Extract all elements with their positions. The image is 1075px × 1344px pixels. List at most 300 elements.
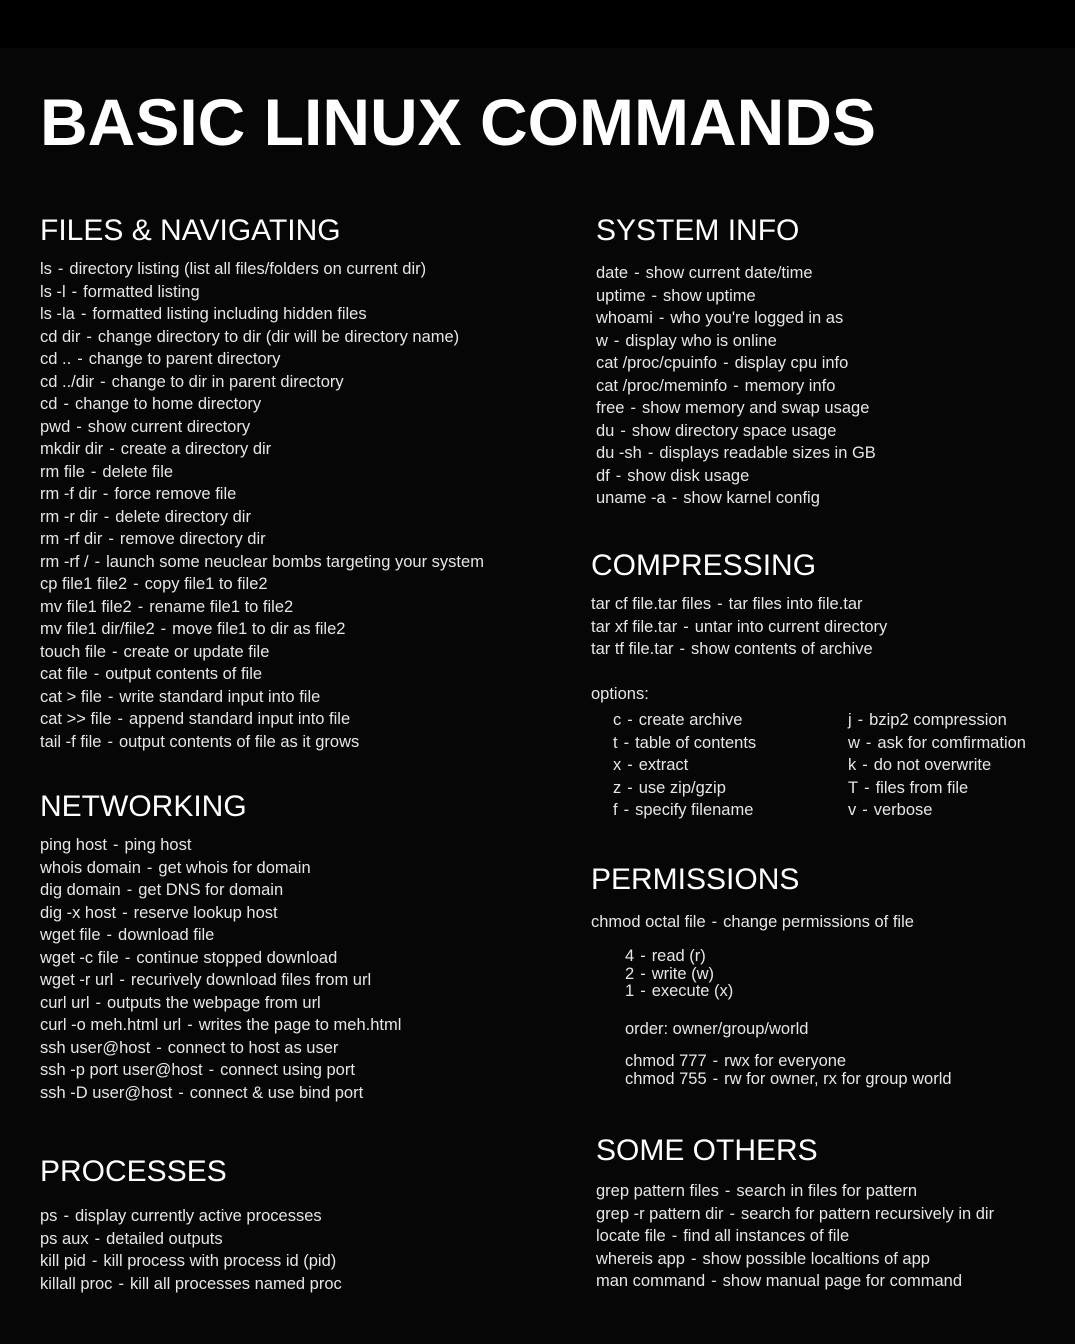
- option-description: extract: [638, 756, 689, 774]
- command-line: [40, 281, 484, 304]
- command-description: connect using port: [220, 1061, 355, 1079]
- command-line: [40, 258, 484, 281]
- separator: -: [107, 732, 113, 751]
- separator: -: [623, 733, 630, 752]
- command-description: search for pattern recursively in dir: [740, 1204, 995, 1223]
- command-description: change to dir in parent directory: [111, 372, 344, 391]
- command-name: touch file: [40, 642, 107, 661]
- command-name: whereis app: [596, 1249, 685, 1268]
- option-item: [613, 799, 756, 822]
- permission-bits: [625, 948, 733, 1001]
- command-description: launch some neuclear bombs targeting your system: [106, 552, 484, 571]
- command-name: ping host: [40, 836, 107, 854]
- command-line: [40, 461, 484, 484]
- compressing-list: [591, 593, 887, 661]
- command-line: [40, 1273, 342, 1296]
- command-line: [596, 262, 876, 285]
- separator: -: [857, 711, 864, 729]
- command-line: [40, 438, 484, 461]
- command-description: display currently active processes: [74, 1207, 322, 1225]
- command-name: 1: [625, 982, 635, 1000]
- command-line: [40, 551, 484, 574]
- command-line: [625, 1071, 952, 1089]
- separator: -: [178, 1083, 184, 1102]
- command-name: free: [596, 399, 625, 417]
- command-line: [596, 1225, 994, 1248]
- command-line: [596, 420, 876, 443]
- separator: -: [208, 1061, 215, 1079]
- command-line: [596, 487, 876, 510]
- command-line: [625, 948, 733, 966]
- command-name: cat > file: [40, 687, 102, 706]
- command-description: read (r): [651, 947, 706, 965]
- command-description: output contents of file: [105, 665, 263, 683]
- separator: -: [106, 926, 113, 944]
- command-line: [40, 1228, 342, 1251]
- command-name: cd dir: [40, 327, 81, 346]
- command-name: whoami: [596, 309, 653, 327]
- command-description: output contents of file as it grows: [118, 732, 360, 751]
- command-line: [40, 857, 401, 880]
- command-description: force remove file: [114, 485, 237, 503]
- separator: -: [107, 687, 114, 706]
- command-name: cd ..: [40, 350, 72, 368]
- separator: -: [640, 964, 646, 983]
- command-description: change to parent directory: [88, 350, 281, 368]
- command-line: [40, 326, 484, 349]
- command-name: kill pid: [40, 1252, 86, 1270]
- command-name: ps aux: [40, 1229, 89, 1248]
- networking-heading: NETWORKING: [40, 790, 247, 823]
- separator: -: [156, 1038, 162, 1057]
- command-line: [40, 663, 484, 686]
- top-bar: [0, 0, 1075, 48]
- separator: -: [723, 354, 729, 372]
- option-item: [613, 709, 756, 732]
- separator: -: [103, 507, 110, 526]
- separator: -: [102, 485, 109, 503]
- command-description: detailed outputs: [106, 1229, 223, 1248]
- command-name: grep pattern files: [596, 1182, 719, 1200]
- command-line: [596, 307, 876, 330]
- option-item: [848, 777, 1026, 800]
- command-line: [591, 616, 887, 639]
- separator: -: [94, 1229, 101, 1248]
- command-name: df: [596, 466, 610, 485]
- command-description: untar into current directory: [694, 617, 888, 636]
- options-left: [613, 709, 756, 822]
- command-name: rm -rf /: [40, 552, 89, 571]
- permission-order: [625, 1018, 808, 1041]
- separator: -: [100, 372, 106, 391]
- separator: -: [76, 417, 82, 436]
- option-flag: w: [848, 733, 860, 752]
- permission-bits-list: [625, 948, 733, 1001]
- command-line: [40, 416, 484, 439]
- command-line: [40, 303, 484, 326]
- chmod-cmd: chmod octal file: [591, 913, 706, 931]
- command-name: ssh -p port user@host: [40, 1061, 203, 1079]
- command-name: rm -f dir: [40, 485, 97, 503]
- separator: -: [91, 1252, 98, 1270]
- separator: -: [63, 1207, 69, 1225]
- option-item: [848, 799, 1026, 822]
- command-name: wget -c file: [40, 948, 119, 967]
- option-item: [848, 754, 1026, 777]
- command-name: mkdir dir: [40, 440, 104, 458]
- command-line: [625, 966, 733, 984]
- separator: -: [122, 903, 128, 922]
- networking-list: [40, 834, 401, 1104]
- command-description: copy file1 to file2: [144, 575, 268, 593]
- page-title: BASIC LINUX COMMANDS: [40, 85, 876, 159]
- command-line: [40, 686, 484, 709]
- option-description: ask for comfirmation: [877, 733, 1026, 752]
- networking-section: [40, 790, 401, 1104]
- command-description: get whois for domain: [158, 858, 311, 877]
- command-name: curl url: [40, 993, 90, 1012]
- separator: -: [651, 286, 658, 305]
- command-line: [591, 638, 887, 661]
- command-name: cat /proc/cpuinfo: [596, 354, 718, 372]
- command-name: dig domain: [40, 881, 121, 899]
- separator: -: [112, 836, 119, 854]
- separator: -: [63, 395, 69, 413]
- command-line: [40, 1037, 401, 1060]
- option-description: table of contents: [635, 733, 757, 752]
- command-description: show disk usage: [627, 466, 750, 485]
- command-name: rm -rf dir: [40, 530, 103, 548]
- command-line: [40, 506, 484, 529]
- files-heading: FILES & NAVIGATING: [40, 214, 341, 247]
- command-name: wget file: [40, 926, 101, 944]
- command-description: show current directory: [87, 417, 251, 436]
- command-line: [40, 947, 401, 970]
- separator: -: [93, 665, 100, 683]
- separator: -: [613, 331, 620, 350]
- command-description: show possible localtions of app: [702, 1249, 930, 1268]
- command-line: [40, 1082, 401, 1105]
- command-description: change directory to dir (dir will be directory name): [97, 327, 460, 346]
- command-description: rw for owner, rx for group world: [724, 1069, 952, 1088]
- separator: -: [683, 617, 689, 636]
- command-line: [40, 708, 484, 731]
- command-name: ls: [40, 260, 52, 278]
- command-name: date: [596, 264, 629, 282]
- command-name: tar cf file.tar files: [591, 595, 712, 613]
- separator: -: [117, 710, 124, 728]
- command-description: find all instances of file: [683, 1227, 850, 1245]
- separator: -: [71, 282, 78, 301]
- separator: -: [108, 530, 114, 548]
- option-flag: j: [848, 711, 852, 729]
- chmod-desc: change permissions of file: [723, 913, 914, 931]
- command-description: download file: [118, 926, 215, 944]
- separator: -: [671, 1227, 678, 1245]
- command-description: delete file: [102, 462, 174, 481]
- separator: -: [627, 756, 633, 774]
- command-line: [40, 483, 484, 506]
- command-name: mv file1 file2: [40, 597, 132, 616]
- command-description: delete directory dir: [115, 507, 251, 526]
- command-description: connect & use bind port: [189, 1083, 364, 1102]
- command-line: [40, 371, 484, 394]
- command-description: kill process with process id (pid): [103, 1252, 337, 1270]
- separator: -: [711, 913, 718, 931]
- separator: -: [717, 595, 723, 613]
- command-name: rm -r dir: [40, 507, 98, 526]
- command-name: uname -a: [596, 489, 666, 507]
- command-description: show memory and swap usage: [641, 399, 870, 417]
- command-name: chmod 755: [625, 1069, 707, 1088]
- separator: -: [658, 309, 665, 327]
- command-description: show contents of archive: [691, 640, 873, 658]
- separator: -: [690, 1249, 697, 1268]
- command-name: tail -f file: [40, 732, 102, 751]
- option-flag: T: [848, 778, 859, 797]
- command-description: reserve lookup host: [133, 903, 278, 922]
- command-description: ping host: [124, 836, 192, 854]
- separator: -: [620, 421, 626, 440]
- separator: -: [80, 305, 87, 323]
- command-description: writes the page to meh.html: [198, 1016, 402, 1034]
- separator: -: [640, 947, 646, 965]
- command-description: create or update file: [123, 642, 270, 661]
- command-description: execute (x): [651, 982, 734, 1000]
- command-line: [596, 285, 876, 308]
- command-line: [40, 924, 401, 947]
- command-name: curl -o meh.html url: [40, 1016, 182, 1034]
- command-name: ls -la: [40, 305, 75, 323]
- command-description: change to home directory: [74, 395, 262, 413]
- command-name: w: [596, 331, 608, 350]
- command-line: [596, 442, 876, 465]
- command-line: [596, 1180, 994, 1203]
- permissions-heading: PERMISSIONS: [591, 863, 800, 896]
- separator: -: [711, 1272, 717, 1290]
- command-description: show manual page for command: [722, 1272, 963, 1290]
- command-line: [40, 1205, 342, 1228]
- command-line: [625, 983, 733, 1001]
- option-item: [613, 732, 756, 755]
- option-description: verbose: [873, 801, 933, 819]
- command-name: ssh user@host: [40, 1038, 151, 1057]
- separator: -: [119, 971, 125, 989]
- command-line: [40, 969, 401, 992]
- option-description: files from file: [875, 778, 969, 797]
- separator: -: [627, 778, 633, 797]
- command-name: tar xf file.tar: [591, 617, 678, 636]
- command-name: grep -r pattern dir: [596, 1204, 724, 1223]
- command-line: [40, 834, 401, 857]
- command-description: directory listing (list all files/folders on current dir): [69, 260, 427, 278]
- command-name: cat file: [40, 665, 88, 683]
- command-name: rm file: [40, 462, 85, 481]
- command-line: [596, 330, 876, 353]
- separator: -: [865, 733, 872, 752]
- separator: -: [623, 801, 630, 819]
- command-description: search in files for pattern: [736, 1182, 918, 1200]
- command-description: display cpu info: [734, 354, 849, 372]
- separator: -: [77, 350, 83, 368]
- command-line: [40, 641, 484, 664]
- compressing-heading: COMPRESSING: [591, 549, 817, 582]
- separator: -: [133, 575, 139, 593]
- option-flag: z: [613, 778, 622, 797]
- command-line: [40, 902, 401, 925]
- option-flag: v: [848, 801, 857, 819]
- option-description: specify filename: [635, 801, 754, 819]
- command-name: ps: [40, 1207, 58, 1225]
- command-line: [40, 528, 484, 551]
- separator: -: [712, 1069, 719, 1088]
- separator: -: [634, 264, 640, 282]
- command-name: dig -x host: [40, 903, 117, 922]
- options-right-list: [848, 709, 1026, 822]
- command-name: chmod 777: [625, 1052, 707, 1070]
- command-name: uptime: [596, 286, 646, 305]
- command-name: locate file: [596, 1227, 666, 1245]
- command-description: show uptime: [663, 286, 756, 305]
- separator: -: [671, 489, 678, 507]
- options-right: [848, 709, 1026, 822]
- option-item: [848, 709, 1026, 732]
- command-name: ls -l: [40, 282, 66, 301]
- command-name: whois domain: [40, 858, 141, 877]
- command-name: du -sh: [596, 444, 642, 462]
- command-description: get DNS for domain: [138, 881, 284, 899]
- command-description: append standard input into file: [129, 710, 351, 728]
- option-item: [848, 732, 1026, 755]
- separator: -: [627, 711, 633, 729]
- separator: -: [712, 1052, 719, 1070]
- command-name: ssh -D user@host: [40, 1083, 173, 1102]
- command-description: rename file1 to file2: [149, 597, 294, 616]
- separator: -: [112, 642, 118, 661]
- option-description: do not overwrite: [873, 756, 992, 774]
- separator: -: [862, 801, 868, 819]
- command-line: [596, 352, 876, 375]
- command-name: cat >> file: [40, 710, 112, 728]
- permission-examples-list: [625, 1053, 952, 1088]
- command-line: [40, 731, 484, 754]
- command-line: [40, 1059, 401, 1082]
- option-flag: f: [613, 801, 618, 819]
- command-line: [591, 593, 887, 616]
- command-description: show karnel config: [683, 489, 820, 507]
- system-heading: SYSTEM INFO: [596, 214, 800, 247]
- command-description: tar files into file.tar: [728, 595, 863, 613]
- separator: -: [160, 620, 167, 638]
- option-flag: c: [613, 711, 622, 729]
- command-description: connect to host as user: [167, 1038, 339, 1057]
- options-label: options:: [591, 684, 649, 703]
- command-description: formatted listing: [83, 282, 200, 301]
- command-description: continue stopped download: [136, 948, 338, 967]
- command-line: [40, 573, 484, 596]
- command-name: wget -r url: [40, 971, 114, 989]
- command-name: cd ../dir: [40, 372, 95, 391]
- command-description: displays readable sizes in GB: [659, 444, 876, 462]
- command-line: [40, 879, 401, 902]
- separator: -: [94, 552, 101, 571]
- command-line: [596, 1203, 994, 1226]
- chmod-line: [591, 911, 914, 934]
- separator: -: [118, 1274, 124, 1293]
- others-section: [596, 1134, 994, 1293]
- option-description: create archive: [638, 711, 743, 729]
- command-name: du: [596, 421, 615, 440]
- separator: -: [146, 858, 153, 877]
- command-line: [40, 992, 401, 1015]
- system-list: [596, 262, 876, 510]
- processes-list: [40, 1205, 342, 1295]
- option-item: [613, 754, 756, 777]
- separator: -: [640, 982, 646, 1000]
- command-name: mv file1 dir/file2: [40, 620, 155, 638]
- command-line: [625, 1053, 952, 1071]
- command-line: [40, 618, 484, 641]
- separator: -: [137, 597, 144, 616]
- separator: -: [187, 1016, 193, 1034]
- command-line: [596, 375, 876, 398]
- others-list: [596, 1180, 994, 1293]
- command-line: [40, 348, 484, 371]
- separator: -: [109, 440, 115, 458]
- option-item: [613, 777, 756, 800]
- separator: -: [124, 948, 131, 967]
- separator: -: [90, 462, 97, 481]
- separator: -: [647, 444, 654, 462]
- command-description: remove directory dir: [119, 530, 266, 548]
- command-description: write (w): [651, 964, 715, 983]
- command-line: [596, 1270, 994, 1293]
- command-line: [596, 397, 876, 420]
- command-name: cp file1 file2: [40, 575, 128, 593]
- command-line: [40, 1014, 401, 1037]
- separator: -: [729, 1204, 735, 1223]
- compressing-section: [591, 549, 887, 705]
- command-name: pwd: [40, 417, 71, 436]
- command-line: [40, 596, 484, 619]
- command-description: show current date/time: [645, 264, 813, 282]
- separator: -: [679, 640, 686, 658]
- option-flag: k: [848, 756, 857, 774]
- command-name: killall proc: [40, 1274, 113, 1293]
- files-list: [40, 258, 484, 753]
- command-name: cd: [40, 395, 58, 413]
- option-description: use zip/gzip: [638, 778, 726, 797]
- option-flag: x: [613, 756, 622, 774]
- option-flag: t: [613, 733, 618, 752]
- separator: -: [57, 260, 64, 278]
- files-section: [40, 214, 484, 753]
- command-name: 4: [625, 947, 635, 965]
- command-description: create a directory dir: [120, 440, 272, 458]
- command-description: outputs the webpage from url: [107, 993, 321, 1012]
- command-description: write standard input into file: [119, 687, 321, 706]
- option-description: bzip2 compression: [869, 711, 1007, 729]
- command-description: show directory space usage: [631, 421, 837, 440]
- command-line: [40, 393, 484, 416]
- separator: -: [630, 399, 636, 417]
- separator: -: [864, 778, 870, 797]
- separator: -: [724, 1182, 731, 1200]
- others-heading: SOME OTHERS: [596, 1134, 818, 1167]
- permission-examples: [625, 1053, 952, 1088]
- command-name: tar tf file.tar: [591, 640, 674, 658]
- command-line: [40, 1250, 342, 1273]
